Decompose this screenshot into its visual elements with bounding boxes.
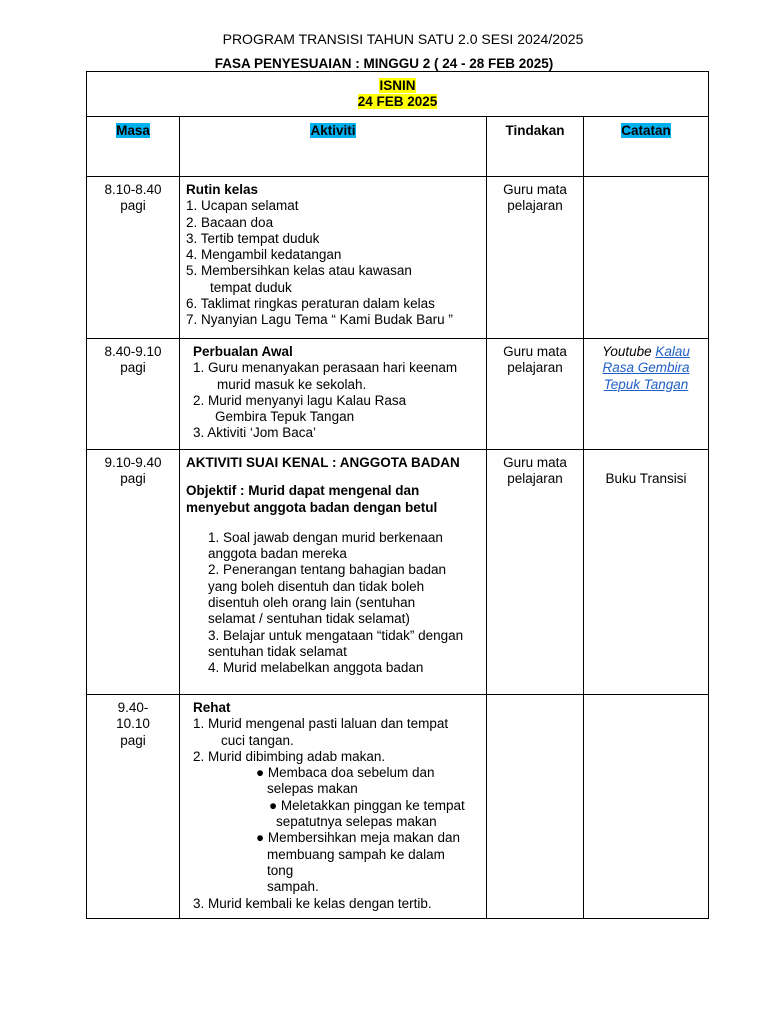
aktiviti-cell: Perbualan Awal 1. Guru menanyakan perasaan hari keenam murid masuk ke sekolah. 2. Murid menyanyi lagu Kalau Rasa Gembira Tepuk Tangan 3. Aktiviti ‘Jom Baca’ (180, 339, 487, 450)
tindakan-cell: Guru mata pelajaran (487, 450, 584, 695)
table-row (87, 695, 709, 919)
catatan-cell (584, 450, 709, 695)
schedule-table (86, 116, 709, 919)
phase-subtitle: FASA PENYESUAIAN : MINGGU 2 ( 24 - 28 FEB 2025) (214, 56, 554, 71)
catatan-cell (584, 339, 709, 450)
activity-title: Perbualan Awal (193, 344, 293, 359)
column-header-masa: Masa (116, 123, 150, 138)
table-row (87, 339, 709, 450)
masa-cell: 8.40-9.10 pagi (87, 339, 180, 450)
day-header (86, 71, 709, 117)
activity-title: AKTIVITI SUAI KENAL : ANGGOTA BADAN (186, 455, 460, 470)
table-header-row (87, 117, 709, 177)
tindakan-cell (487, 695, 584, 919)
activity-title: Rehat (193, 700, 231, 715)
day-date: 24 FEB 2025 (357, 94, 438, 109)
aktiviti-cell: Rehat 1. Murid mengenal pasti laluan dan tempat cuci tangan. 2. Murid dibimbing adab makan. ● Membaca doa sebelum dan selepas makan ● Meletakkan pinggan ke tempat sepatutnya selepas makan ● Membersihkan meja makan dan membuang sampah ke dalam tong sampah. 3. Murid kembali ke kelas dengan tertib. (180, 695, 487, 919)
youtube-link[interactable]: Kalau (655, 344, 690, 359)
catatan-prefix: Youtube (602, 344, 652, 359)
day-name: ISNIN (379, 78, 416, 93)
masa-cell: 9.40- 10.10 pagi (87, 695, 180, 919)
table-row (87, 450, 709, 695)
masa-cell: 9.10-9.40 pagi (87, 450, 180, 695)
column-header-aktiviti: Aktiviti (310, 123, 356, 138)
aktiviti-cell: Rutin kelas 1. Ucapan selamat 2. Bacaan doa 3. Tertib tempat duduk 4. Mengambil kedatangan 5. Membersihkan kelas atau kawasan tempat duduk 6. Taklimat ringkas peraturan dalam kelas 7. Nyanyian Lagu Tema “ Kami Budak Baru ” (180, 177, 487, 339)
activity-title: Rutin kelas (186, 182, 259, 197)
objective-text: Objektif : Murid dapat mengenal dan (186, 483, 420, 499)
youtube-link[interactable]: Tepuk Tangan (603, 376, 689, 392)
program-title: PROGRAM TRANSISI TAHUN SATU 2.0 SESI 2024/2025 (222, 31, 584, 47)
catatan-cell (584, 695, 709, 919)
catatan-text: Buku Transisi (605, 471, 687, 486)
tindakan-cell: Guru mata pelajaran (487, 177, 584, 339)
masa-cell: 8.10-8.40 pagi (87, 177, 180, 339)
column-header-catatan: Catatan (621, 123, 671, 138)
catatan-cell (584, 177, 709, 339)
youtube-link[interactable]: Rasa Gembira (602, 360, 690, 376)
aktiviti-cell: AKTIVITI SUAI KENAL : ANGGOTA BADAN Objektif : Murid dapat mengenal dan menyebut anggota badan dengan betul 1. Soal jawab dengan murid berkenaan anggota badan mereka 2. Penerangan tentang bahagian badan yang boleh disentuh dan tidak boleh disentuh oleh orang lain (sentuhan selamat / sentuhan tidak selamat) 3. Belajar untuk mengataan “tidak” dengan sentuhan tidak selamat 4. Murid melabelkan anggota badan (180, 450, 487, 695)
tindakan-cell: Guru mata pelajaran (487, 339, 584, 450)
column-header-tindakan: Tindakan (505, 123, 565, 138)
table-row (87, 177, 709, 339)
objective-text: menyebut anggota badan dengan betul (186, 499, 438, 515)
